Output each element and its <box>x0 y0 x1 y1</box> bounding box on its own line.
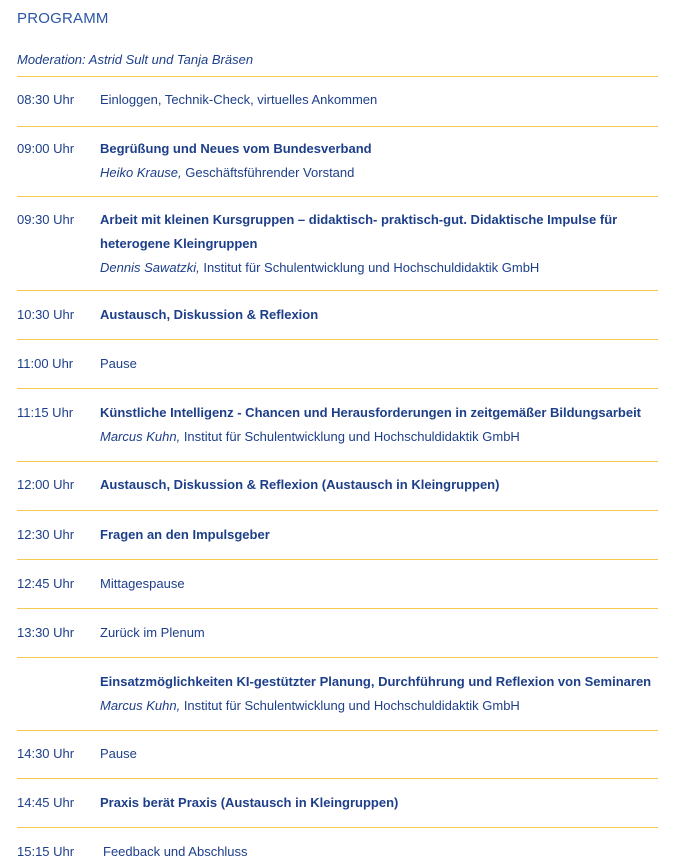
item-time: 12:30 Uhr <box>17 527 75 542</box>
item-speaker <box>100 694 680 718</box>
item-title: Praxis berät Praxis (Austausch in Kleingruppen) <box>100 795 399 810</box>
speaker-name: Dennis Sawatzki, <box>100 260 200 275</box>
divider <box>17 76 658 77</box>
item-time: 09:30 Uhr <box>17 212 75 227</box>
item-title: Austausch, Diskussion & Reflexion (Austausch in Kleingruppen) <box>100 477 500 492</box>
divider <box>17 827 658 828</box>
item-speaker <box>100 425 680 449</box>
divider <box>17 510 658 511</box>
speaker-role: Institut für Schulentwicklung und Hochschuldidaktik GmbH <box>180 429 520 444</box>
item-title: Einsatzmöglichkeiten KI-gestützter Planung, Durchführung und Reflexion von Seminaren <box>100 674 652 689</box>
moderation-note: Moderation: Astrid Sult und Tanja Bräsen <box>17 52 254 67</box>
item-title: Mittagespause <box>100 576 185 591</box>
page-title: PROGRAMM <box>17 10 109 27</box>
divider <box>17 196 658 197</box>
item-time: 11:00 Uhr <box>17 356 74 371</box>
item-time: 12:45 Uhr <box>17 576 75 591</box>
item-time: 11:15 Uhr <box>17 405 74 420</box>
speaker-role: Institut für Schulentwicklung und Hochschuldidaktik GmbH <box>180 698 520 713</box>
item-title: Fragen an den Impulsgeber <box>100 527 270 542</box>
divider <box>17 126 658 127</box>
speaker-role: Geschäftsführender Vorstand <box>181 165 355 180</box>
divider <box>17 461 658 462</box>
item-title: Künstliche Intelligenz - Chancen und Herausforderungen in zeitgemäßer Bildungsarbeit <box>100 405 642 420</box>
item-time: 08:30 Uhr <box>17 92 75 107</box>
item-time: 14:45 Uhr <box>17 795 75 810</box>
item-title: Einloggen, Technik-Check, virtuelles Ankommen <box>100 92 378 107</box>
divider <box>17 388 658 389</box>
item-title: Austausch, Diskussion & Reflexion <box>100 307 319 322</box>
divider <box>17 559 658 560</box>
item-title-line1: Arbeit mit kleinen Kursgruppen – didaktisch- praktisch-gut. Didaktische Impulse für <box>100 212 618 227</box>
item-time: 15:15 Uhr <box>17 844 75 859</box>
item-time: 13:30 Uhr <box>17 625 75 640</box>
divider <box>17 290 658 291</box>
item-title: Pause <box>100 356 137 371</box>
item-speaker <box>100 161 675 185</box>
divider <box>17 608 658 609</box>
divider <box>17 657 658 658</box>
item-time: 10:30 Uhr <box>17 307 75 322</box>
divider <box>17 778 658 779</box>
speaker-name: Marcus Kuhn, <box>100 429 181 444</box>
divider <box>17 339 658 340</box>
item-time: 09:00 Uhr <box>17 141 75 156</box>
item-title: Pause <box>100 746 137 761</box>
item-title: Feedback und Abschluss <box>103 844 248 859</box>
item-time: 12:00 Uhr <box>17 477 75 492</box>
speaker-name: Heiko Krause, <box>100 165 182 180</box>
speaker-name: Marcus Kuhn, <box>100 698 181 713</box>
item-time: 14:30 Uhr <box>17 746 75 761</box>
item-title: Begrüßung und Neues vom Bundesverband <box>100 141 372 156</box>
divider <box>17 730 658 731</box>
item-speaker <box>100 256 680 280</box>
item-title: Zurück im Plenum <box>100 625 205 640</box>
item-title-line2: heterogene Kleingruppen <box>100 236 258 251</box>
speaker-role: Institut für Schulentwicklung und Hochschuldidaktik GmbH <box>199 260 540 275</box>
